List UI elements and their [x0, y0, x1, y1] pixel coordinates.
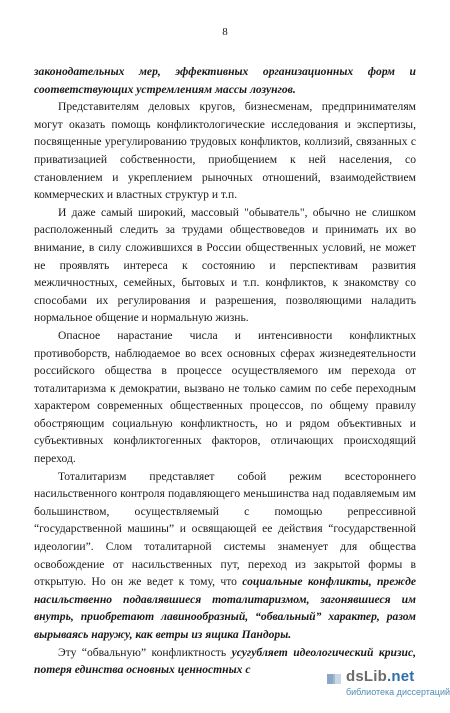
paragraph-5-text: Тоталитаризм представляет собой режим всестороннего насильственного контроля подавляющего меньшинства над подавляемым им большинством, осуществляемый с помощью репрессивной “государственной машины” и освящающей ее действия “государственной идеологии”. Слом тоталитарной системы знаменует для общества освобождение от насильственных пут, переход из закрытой формы в открытую. Но он же ведет к тому, что	[34, 469, 416, 589]
watermark-brand-prefix: dsLib	[346, 668, 387, 685]
paragraph-5	[34, 468, 416, 644]
dslib-watermark	[324, 667, 450, 703]
paragraph-5-emphasis: социальные конфликты, прежде насильственно подавлявшиеся тоталитаризмом, загонявшиеся им внутрь, приобретают лавинообразный, “обвальный” характер, разом вырываясь наружу, как ветры из ящика Пандоры.	[34, 575, 416, 641]
paragraph-1: законодательных мер, эффективных организационных форм и соответствующих устремлениям массы лозунгов.	[34, 65, 416, 96]
paragraph-6-text: Эту “обвальную” конфликтность	[58, 645, 232, 659]
paragraph-3: И даже самый широкий, массовый "обыватель", обычно не слишком расположенный следить за трудами обществоведов и принимать их во внимание, в силу сложившихся в России общественных условий, не может не проявлять интереса к состоянию и перспективам развития межличностных, семейных, бытовых и т.п. конфликтов, к знакомству со способами их регулирования и разрешения, позволяющими наладить нормальное общение и нормальную жизнь.	[34, 205, 416, 325]
page-number: 8	[222, 26, 228, 38]
paragraph-6-emphasis: усугубляет идеологический кризис, потеря единства основных ценностных с	[34, 645, 416, 677]
watermark-brand-suffix: .net	[387, 668, 415, 685]
book-icon	[326, 671, 342, 687]
paragraph-2: Представителям деловых кругов, бизнесменам, предпринимателям могут оказать помощь конфликтологические исследования и экспертизы, посвященные урегулированию трудовых конфликтов, коллизий, связанных с приватизацией собственности, приобщением к ней населения, со становлением и укреплением рыночных отношений, взаимодействием коммерческих и властных структур и т.п.	[34, 100, 416, 202]
watermark-tagline: библиотека диссертаций	[346, 687, 450, 697]
paragraph-4: Опасное нарастание числа и интенсивности конфликтных противоборств, наблюдаемое во всех основных сферах жизнедеятельности российского общества в процессе осуществляемого им перехода от тоталитаризма к демократии, вызвано не только самим по себе переходным характером современных общественных процессов, по общему правилу обостряющим социальную конфликтность, но и рядом объективных и субъективных конфликтогенных факторов, отличающих происходящий переход.	[34, 328, 416, 466]
document-body	[34, 63, 416, 679]
watermark-brand	[346, 668, 414, 685]
